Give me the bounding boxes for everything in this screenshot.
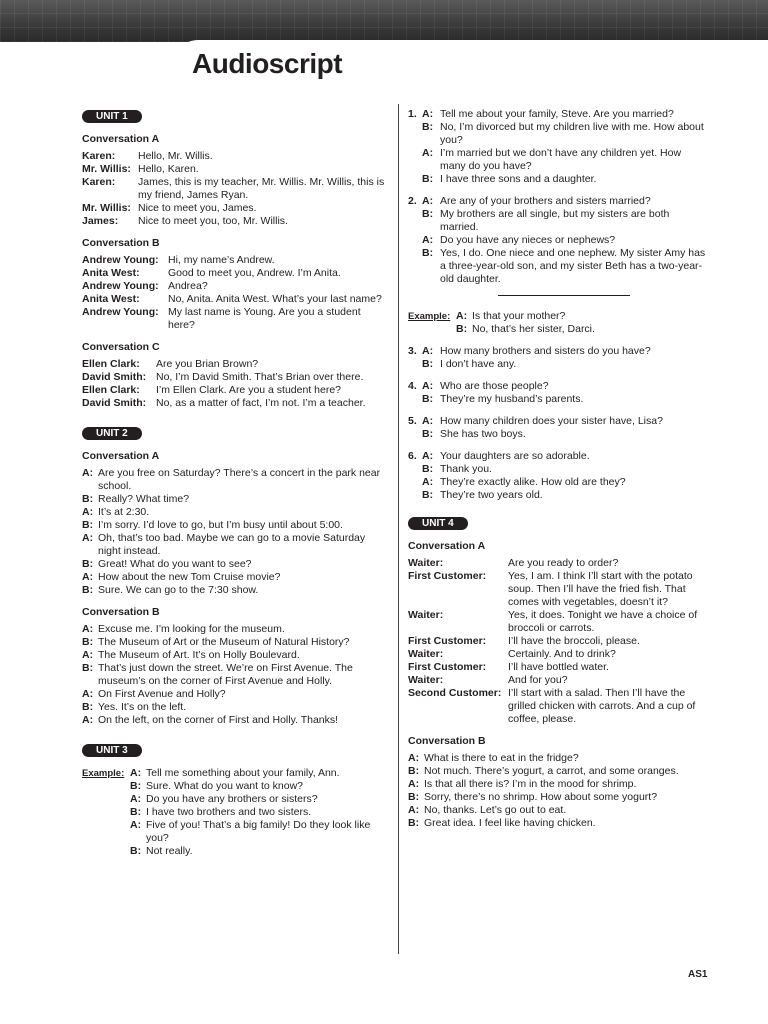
- line-text: My last name is Young. Are you a student here?: [168, 306, 361, 331]
- item-dialogue: [422, 345, 708, 371]
- line-text: Yes, I am. I think I’ll start with the potato soup. Then I’ll have the fried fish. That comes with vegetables, doesn’t it?: [508, 570, 693, 608]
- unit-heading: [408, 517, 708, 530]
- speaker: A:: [130, 793, 142, 805]
- dialogue-line: [422, 415, 708, 428]
- line-text: Hello, Karen.: [138, 163, 199, 175]
- speaker: Karen:: [82, 150, 116, 162]
- example-label: Example:: [82, 768, 125, 779]
- dialogue-line: [408, 752, 708, 765]
- speaker: A:: [422, 108, 434, 120]
- speaker: A:: [408, 804, 420, 816]
- dialogue-line: [82, 571, 387, 584]
- line-text: Really? What time?: [98, 493, 190, 505]
- line-text: I’m sorry. I’d love to go, but I’m busy until about 5:00.: [98, 519, 343, 531]
- line-text: No, that’s her sister, Darci.: [472, 323, 595, 335]
- speaker: B:: [82, 662, 94, 674]
- dialogue-line: [82, 558, 387, 571]
- conversation-label: Conversation C: [82, 341, 160, 353]
- speaker: B:: [82, 584, 94, 596]
- dialogue-line: [82, 202, 387, 215]
- example: [82, 767, 387, 858]
- speaker: B:: [82, 558, 94, 570]
- dialogue: [82, 467, 387, 597]
- line-text: They’re two years old.: [440, 489, 543, 501]
- dialogue-line: [82, 371, 387, 384]
- line-text: How many children does your sister have, Lisa?: [440, 415, 663, 427]
- conversation: [408, 540, 708, 726]
- line-text: No, thanks. Let’s go out to eat.: [424, 804, 567, 816]
- line-text: Do you have any brothers or sisters?: [146, 793, 318, 805]
- speaker: A:: [82, 467, 94, 479]
- line-text: Certainly. And to drink?: [508, 648, 616, 660]
- speaker: B:: [82, 519, 94, 531]
- dialogue-line: [422, 173, 708, 186]
- dialogue: [408, 752, 708, 830]
- dialogue-line: [82, 688, 387, 701]
- line-text: How many brothers and sisters do you have?: [440, 345, 651, 357]
- numbered-item: [408, 380, 708, 406]
- speaker: A:: [82, 688, 94, 700]
- line-text: James, this is my teacher, Mr. Willis. Mr. Willis, this is my friend, James Ryan.: [138, 176, 385, 201]
- speaker: A:: [82, 532, 94, 544]
- item-number: 6.: [408, 450, 417, 462]
- line-text: Is that all there is? I’m in the mood for shrimp.: [424, 778, 637, 790]
- speaker: B:: [408, 765, 420, 777]
- dialogue: [82, 254, 387, 332]
- unit-label: UNIT 2: [82, 427, 142, 440]
- line-text: Sure. What do you want to know?: [146, 780, 304, 792]
- item-dialogue: [422, 415, 708, 441]
- dialogue-line: [422, 345, 708, 358]
- dialogue-line: [82, 636, 387, 649]
- dialogue-line: [422, 234, 708, 247]
- speaker: Second Customer:: [408, 687, 502, 699]
- dialogue-line: [456, 310, 708, 323]
- line-text: On the left, on the corner of First and Holly. Thanks!: [98, 714, 339, 726]
- dialogue-line: [422, 380, 708, 393]
- dialogue-line: [82, 150, 387, 163]
- dialogue-line: [422, 450, 708, 463]
- line-text: They’re my husband’s parents.: [440, 393, 584, 405]
- example-label: Example:: [408, 311, 451, 322]
- speaker: David Smith:: [82, 397, 147, 409]
- line-text: Not much. There’s yogurt, a carrot, and some oranges.: [424, 765, 679, 777]
- dialogue-line: [82, 215, 387, 228]
- dialogue-line: [82, 254, 387, 267]
- speaker: A:: [82, 714, 94, 726]
- page-title: Audioscript: [192, 48, 343, 79]
- unit-heading: [82, 427, 387, 440]
- line-text: I’m Ellen Clark. Are you a student here?: [156, 384, 342, 396]
- item-number: 2.: [408, 195, 417, 207]
- dialogue-line: [82, 397, 387, 410]
- speaker: A:: [422, 380, 434, 392]
- line-text: No, as a matter of fact, I’m not. I’m a teacher.: [156, 397, 366, 409]
- speaker: B:: [422, 173, 434, 185]
- speaker: Waiter:: [408, 674, 444, 686]
- line-text: Are you Brian Brown?: [156, 358, 259, 370]
- speaker: B:: [82, 493, 94, 505]
- numbered-item: [408, 450, 708, 502]
- numbered-item: [408, 415, 708, 441]
- dialogue-line: [422, 208, 708, 234]
- line-text: Oh, that’s too bad. Maybe we can go to a movie Saturday night instead.: [98, 532, 366, 557]
- speaker: A:: [422, 234, 434, 246]
- dialogue-line: [422, 428, 708, 441]
- dialogue-line: [82, 467, 387, 493]
- numbered-item: [408, 195, 708, 286]
- dialogue-line: [82, 714, 387, 727]
- line-text: I’ll have bottled water.: [508, 661, 609, 673]
- numbered-item: [408, 345, 708, 371]
- speaker: Mr. Willis:: [82, 163, 131, 175]
- speaker: B:: [130, 780, 142, 792]
- line-text: Great idea. I feel like having chicken.: [424, 817, 596, 829]
- line-text: Good to meet you, Andrew. I’m Anita.: [168, 267, 341, 279]
- item-dialogue: [422, 108, 708, 186]
- speaker: A:: [82, 506, 94, 518]
- speaker: B:: [422, 393, 434, 405]
- item-number: 5.: [408, 415, 417, 427]
- speaker: B:: [422, 358, 434, 370]
- line-text: Your daughters are so adorable.: [440, 450, 590, 462]
- dialogue-line: [82, 584, 387, 597]
- item-number: 4.: [408, 380, 417, 392]
- speaker: Karen:: [82, 176, 116, 188]
- speaker: B:: [408, 791, 420, 803]
- dialogue-line: [408, 557, 708, 570]
- speaker: James:: [82, 215, 119, 227]
- dialogue-line: [422, 393, 708, 406]
- right-column: [408, 108, 708, 839]
- conversation: [82, 341, 387, 410]
- unit-label: UNIT 1: [82, 110, 142, 123]
- conversation: [408, 735, 708, 830]
- line-text: And for you?: [508, 674, 568, 686]
- dialogue-line: [130, 780, 387, 793]
- speaker: B:: [422, 489, 434, 501]
- speaker: Andrew Young:: [82, 306, 159, 318]
- dialogue-line: [408, 791, 708, 804]
- dialogue-line: [130, 819, 387, 845]
- speaker: First Customer:: [408, 635, 487, 647]
- line-text: Are you free on Saturday? There’s a concert in the park near school.: [98, 467, 381, 492]
- line-text: Are any of your brothers and sisters married?: [440, 195, 651, 207]
- speaker: A:: [456, 310, 468, 322]
- line-text: Yes, it does. Tonight we have a choice of broccoli or carrots.: [508, 609, 698, 634]
- speaker: A:: [422, 147, 434, 159]
- speaker: B:: [422, 247, 434, 259]
- line-text: Tell me something about your family, Ann.: [146, 767, 340, 779]
- speaker: Anita West:: [82, 267, 140, 279]
- dialogue-line: [130, 793, 387, 806]
- speaker: B:: [408, 817, 420, 829]
- dialogue-line: [130, 767, 387, 780]
- dialogue-line: [408, 609, 708, 635]
- line-text: On First Avenue and Holly?: [98, 688, 226, 700]
- item-number: 1.: [408, 108, 417, 120]
- example: [408, 310, 708, 336]
- dialogue-line: [422, 121, 708, 147]
- line-text: Thank you.: [440, 463, 492, 475]
- line-text: That’s just down the street. We’re on First Avenue. The museum’s on the corner of First Avenue and Holly.: [98, 662, 353, 687]
- example-dialogue: [130, 767, 387, 858]
- dialogue-line: [82, 506, 387, 519]
- item-dialogue: [422, 380, 708, 406]
- speaker: Andrew Young:: [82, 280, 159, 292]
- line-text: I have two brothers and two sisters.: [146, 806, 312, 818]
- item-number: 3.: [408, 345, 417, 357]
- dialogue-line: [408, 804, 708, 817]
- speaker: B:: [422, 121, 434, 133]
- speaker: Waiter:: [408, 648, 444, 660]
- dialogue: [82, 623, 387, 727]
- dialogue-line: [82, 176, 387, 202]
- speaker: A:: [82, 623, 94, 635]
- line-text: Hi, my name’s Andrew.: [168, 254, 275, 266]
- spacer: [82, 419, 387, 427]
- separator-rule: [498, 295, 630, 296]
- speaker: B:: [456, 323, 468, 335]
- line-text: It’s at 2:30.: [98, 506, 150, 518]
- dialogue-line: [82, 519, 387, 532]
- conversation-label: Conversation B: [408, 735, 486, 747]
- conversation-label: Conversation A: [82, 450, 160, 462]
- dialogue-line: [82, 293, 387, 306]
- speaker: B:: [422, 428, 434, 440]
- column-divider: [398, 104, 399, 954]
- dialogue-line: [422, 147, 708, 173]
- conversation-label: Conversation B: [82, 237, 160, 249]
- speaker: A:: [408, 752, 420, 764]
- dialogue-line: [408, 674, 708, 687]
- header-pattern: [0, 0, 768, 42]
- dialogue-line: [422, 247, 708, 286]
- dialogue-line: [408, 635, 708, 648]
- dialogue-line: [422, 358, 708, 371]
- dialogue-line: [408, 661, 708, 674]
- dialogue-line: [82, 532, 387, 558]
- conversation-label: Conversation A: [82, 133, 160, 145]
- dialogue-line: [408, 648, 708, 661]
- left-column: [82, 110, 387, 867]
- item-dialogue: [422, 450, 708, 502]
- dialogue-line: [422, 108, 708, 121]
- line-text: Is that your mother?: [472, 310, 566, 322]
- dialogue-line: [82, 358, 387, 371]
- speaker: B:: [82, 701, 94, 713]
- conversation: [82, 237, 387, 332]
- dialogue-line: [82, 701, 387, 714]
- speaker: Andrew Young:: [82, 254, 159, 266]
- dialogue: [82, 358, 387, 410]
- dialogue-line: [82, 267, 387, 280]
- line-text: Sure. We can go to the 7:30 show.: [98, 584, 259, 596]
- line-text: Nice to meet you, too, Mr. Willis.: [138, 215, 288, 227]
- unit-heading: [82, 744, 387, 757]
- dialogue-line: [408, 687, 708, 726]
- line-text: No, Anita. Anita West. What’s your last name?: [168, 293, 382, 305]
- line-text: Great! What do you want to see?: [98, 558, 252, 570]
- unit-heading: [82, 110, 387, 123]
- line-text: Sorry, there’s no shrimp. How about some yogurt?: [424, 791, 658, 803]
- dialogue-line: [82, 280, 387, 293]
- speaker: Ellen Clark:: [82, 384, 140, 396]
- speaker: A:: [422, 195, 434, 207]
- line-text: They’re exactly alike. How old are they?: [440, 476, 626, 488]
- line-text: The Museum of Art. It’s on Holly Boulevard.: [98, 649, 300, 661]
- line-text: No, I’m David Smith. That’s Brian over there.: [156, 371, 364, 383]
- item-dialogue: [422, 195, 708, 286]
- speaker: A:: [82, 649, 94, 661]
- dialogue-line: [422, 489, 708, 502]
- line-text: Five of you! That’s a big family! Do they look like you?: [146, 819, 371, 844]
- line-text: Do you have any nieces or nephews?: [440, 234, 616, 246]
- dialogue-line: [82, 623, 387, 636]
- line-text: Yes. It’s on the left.: [98, 701, 187, 713]
- speaker: Mr. Willis:: [82, 202, 131, 214]
- dialogue: [408, 557, 708, 726]
- speaker: David Smith:: [82, 371, 147, 383]
- speaker: A:: [408, 778, 420, 790]
- speaker: A:: [422, 345, 434, 357]
- dialogue-line: [422, 463, 708, 476]
- dialogue-line: [408, 765, 708, 778]
- dialogue-line: [408, 778, 708, 791]
- line-text: The Museum of Art or the Museum of Natural History?: [98, 636, 350, 648]
- header-banner: [0, 0, 768, 42]
- dialogue-line: [82, 384, 387, 397]
- spacer: [82, 736, 387, 744]
- dialogue-line: [82, 649, 387, 662]
- dialogue-line: [82, 493, 387, 506]
- conversation-label: Conversation A: [408, 540, 486, 552]
- line-text: Hello, Mr. Willis.: [138, 150, 213, 162]
- line-text: Excuse me. I’m looking for the museum.: [98, 623, 285, 635]
- page-number: AS1: [688, 969, 708, 980]
- conversation: [82, 133, 387, 228]
- speaker: A:: [422, 450, 434, 462]
- unit-label: UNIT 3: [82, 744, 142, 757]
- speaker: A:: [422, 415, 434, 427]
- line-text: I have three sons and a daughter.: [440, 173, 597, 185]
- dialogue-line: [408, 817, 708, 830]
- speaker: B:: [422, 463, 434, 475]
- dialogue-line: [82, 306, 387, 332]
- dialogue-line: [456, 323, 708, 336]
- dialogue-line: [422, 476, 708, 489]
- unit-label: UNIT 4: [408, 517, 468, 530]
- speaker: B:: [130, 845, 142, 857]
- line-text: Tell me about your family, Steve. Are you married?: [440, 108, 674, 120]
- conversation-label: Conversation B: [82, 606, 160, 618]
- line-text: She has two boys.: [440, 428, 526, 440]
- speaker: A:: [82, 571, 94, 583]
- example-dialogue: [456, 310, 708, 336]
- dialogue-line: [82, 163, 387, 176]
- speaker: Anita West:: [82, 293, 140, 305]
- line-text: My brothers are all single, but my sisters are both married.: [440, 208, 670, 233]
- line-text: I’m married but we don’t have any children yet. How many do you have?: [440, 147, 682, 172]
- speaker: B:: [130, 806, 142, 818]
- line-text: What is there to eat in the fridge?: [424, 752, 579, 764]
- line-text: Who are those people?: [440, 380, 549, 392]
- line-text: Nice to meet you, James.: [138, 202, 257, 214]
- line-text: No, I’m divorced but my children live with me. How about you?: [440, 121, 704, 146]
- speaker: Ellen Clark:: [82, 358, 140, 370]
- dialogue-line: [408, 570, 708, 609]
- speaker: B:: [422, 208, 434, 220]
- conversation: [82, 606, 387, 727]
- line-text: I’ll start with a salad. Then I’ll have the grilled chicken with carrots. And a cup of coffee, please.: [508, 687, 696, 725]
- speaker: Waiter:: [408, 609, 444, 621]
- dialogue-line: [82, 662, 387, 688]
- line-text: How about the new Tom Cruise movie?: [98, 571, 281, 583]
- numbered-item: [408, 108, 708, 186]
- line-text: I don’t have any.: [440, 358, 517, 370]
- speaker: A:: [130, 767, 142, 779]
- speaker: A:: [130, 819, 142, 831]
- dialogue-line: [130, 806, 387, 819]
- dialogue-line: [130, 845, 387, 858]
- dialogue-line: [422, 195, 708, 208]
- speaker: First Customer:: [408, 661, 487, 673]
- speaker: Waiter:: [408, 557, 444, 569]
- line-text: Are you ready to order?: [508, 557, 619, 569]
- line-text: Yes, I do. One niece and one nephew. My sister Amy has a three-year-old son, and my sister Beth has a two-year-old daughter.: [440, 247, 706, 285]
- speaker: B:: [82, 636, 94, 648]
- line-text: I’ll have the broccoli, please.: [508, 635, 640, 647]
- line-text: Not really.: [146, 845, 193, 857]
- conversation: [82, 450, 387, 597]
- speaker: A:: [422, 476, 434, 488]
- dialogue: [82, 150, 387, 228]
- line-text: Andrea?: [168, 280, 208, 292]
- speaker: First Customer:: [408, 570, 487, 582]
